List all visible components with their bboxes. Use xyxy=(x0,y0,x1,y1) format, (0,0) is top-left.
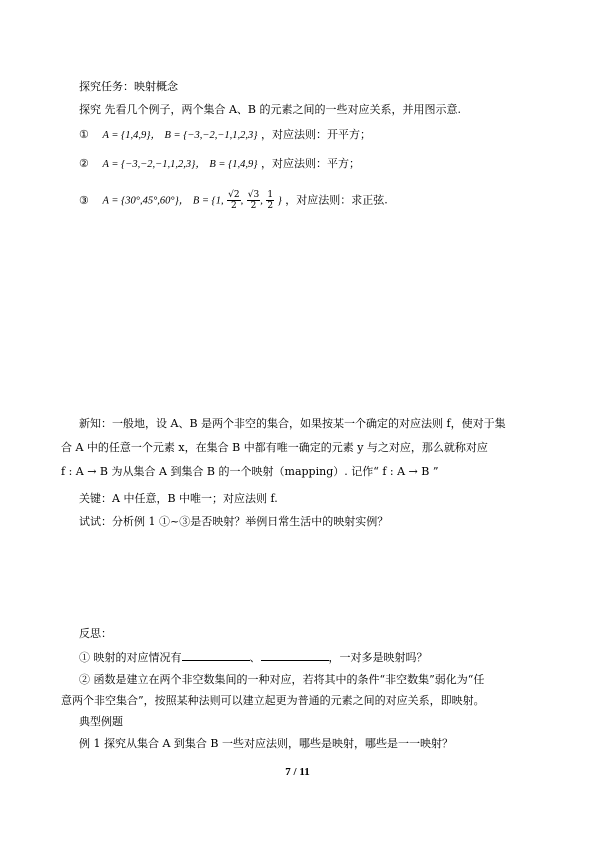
example-2 xyxy=(79,157,360,172)
typical-examples-title: 典型例题 xyxy=(79,715,123,728)
set-b-suffix: } xyxy=(277,195,282,207)
example-number: ③ xyxy=(79,193,89,207)
rule-text: ，对应法则：平方； xyxy=(261,157,360,170)
rule-text: ，对应法则：开平方； xyxy=(261,128,371,141)
key-point: 关键：A 中任意，B 中唯一；对应法则 f. xyxy=(79,492,278,505)
set-a: A = {30°,45°,60°}， xyxy=(102,195,190,207)
trial-question: 试试：分析例 1 ①~③是否映射？举例日常生活中的映射实例？ xyxy=(79,515,389,528)
set-b: B = {1,4,9} xyxy=(209,159,258,170)
blank-2 xyxy=(261,649,329,661)
blank-1 xyxy=(182,649,250,661)
fraction-sqrt3-over-2: $\frac{√3}{2}$ xyxy=(247,190,260,211)
fraction-1-over-2: $\frac{1}{2}$ xyxy=(267,190,274,211)
set-b-prefix: B = {1, xyxy=(192,195,224,207)
section-title: 探究任务：映射概念 xyxy=(79,80,178,93)
rule-text: ，对应法则：求正弦. xyxy=(285,193,388,207)
fraction-sqrt2-over-2: $\frac{√2}{2}$ xyxy=(228,190,240,211)
example-number: ② xyxy=(79,157,89,170)
reflection-item-1: ① 映射的对应情况有 、 ，一对多是映射吗？ xyxy=(79,651,428,664)
set-b: B = {−3,−2,−1,1,2,3} xyxy=(164,130,258,141)
example-3: ③ A = {30°,45°,60°}， B = {1, $\frac{√2}{2}$ , $\frac{√3}{2}$ , $\frac{1}{2}$ } ，对应法则：求正弦. xyxy=(79,190,388,211)
reflection-title: 反思： xyxy=(79,627,112,640)
intro-text: 探究 先看几个例子，两个集合 A、B 的元素之间的一些对应关系，并用图示意. xyxy=(79,103,462,116)
set-a: A = {−3,−2,−1,1,2,3}， xyxy=(102,159,206,170)
example-1 xyxy=(79,128,371,143)
new-knowledge-line-3: f : A → B 为从集合 A 到集合 B 的一个映射（mapping）. 记作“ f : A → B ” xyxy=(61,465,439,478)
reflection-item-2-line-2: 意两个非空集合”，按照某种法则可以建立起更为普通的元素之间的对应关系，即映射。 xyxy=(61,694,485,707)
reflection-item-2-line-1: ② 函数是建立在两个非空数集间的一种对应，若将其中的条件“非空数集”弱化为“任 xyxy=(79,673,485,686)
example-1-question: 例 1 探究从集合 A 到集合 B 一些对应法则，哪些是映射，哪些是一一映射？ xyxy=(79,737,454,750)
new-knowledge-line-1: 新知：一般地，设 A、B 是两个非空的集合，如果按某一个确定的对应法则 f，使对于集 xyxy=(79,417,506,430)
new-knowledge-line-2: 合 A 中的任意一个元素 x，在集合 B 中都有唯一确定的元素 y 与之对应，那么就称对应 xyxy=(61,441,488,454)
page-number: 7 / 11 xyxy=(285,766,310,778)
example-number: ① xyxy=(79,128,89,141)
set-a: A = {1,4,9}， xyxy=(102,130,161,141)
